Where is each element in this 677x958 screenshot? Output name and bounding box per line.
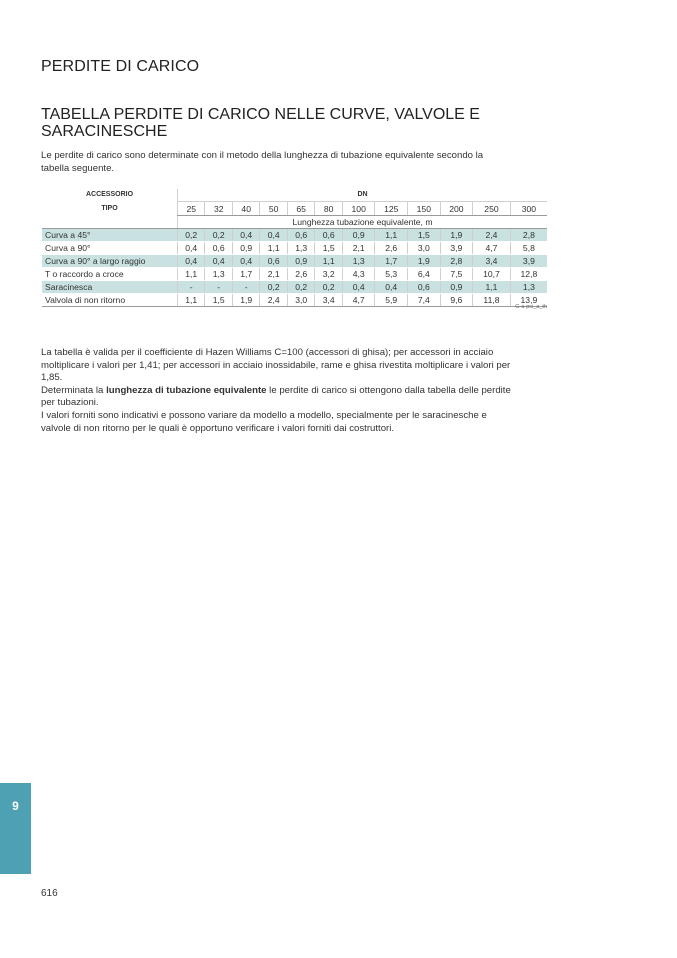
equivalent-length-cell: 10,7 bbox=[473, 268, 511, 281]
table-row bbox=[42, 242, 547, 255]
dn-size-header: 300 bbox=[510, 202, 547, 216]
header-accessorio: ACCESSORIO bbox=[85, 191, 134, 199]
equivalent-length-cell: - bbox=[178, 281, 205, 294]
table-row bbox=[42, 281, 547, 294]
equivalent-length-cell: 4,3 bbox=[342, 268, 375, 281]
table-row bbox=[42, 255, 547, 268]
equivalent-length-cell: - bbox=[205, 281, 232, 294]
dn-size-header: 150 bbox=[408, 202, 441, 216]
equivalent-length-cell: 11,8 bbox=[473, 294, 511, 307]
equivalent-length-cell: 0,6 bbox=[315, 229, 342, 242]
equivalent-length-cell: 2,4 bbox=[260, 294, 287, 307]
equivalent-length-cell: 1,5 bbox=[315, 242, 342, 255]
equivalent-length-cell: 1,5 bbox=[205, 294, 232, 307]
accessory-name: Curva a 45° bbox=[42, 229, 178, 242]
equivalent-length-cell: 1,1 bbox=[178, 268, 205, 281]
equivalent-length-cell: 5,8 bbox=[510, 242, 547, 255]
equivalent-length-cell: 0,6 bbox=[408, 281, 441, 294]
equivalent-length-cell: 0,4 bbox=[178, 242, 205, 255]
equivalent-length-cell: 13,9 bbox=[510, 294, 547, 307]
dn-size-header: 80 bbox=[315, 202, 342, 216]
equivalent-length-cell: 7,5 bbox=[440, 268, 473, 281]
equivalent-length-cell: 1,1 bbox=[375, 229, 408, 242]
page-number: 616 bbox=[41, 888, 58, 899]
table-title: TABELLA PERDITE DI CARICO NELLE CURVE, VALVOLE E SARACINESCHE bbox=[41, 106, 480, 140]
dn-size-header: 125 bbox=[375, 202, 408, 216]
equivalent-length-cell: 1,9 bbox=[232, 294, 259, 307]
equivalent-length-cell: 1,1 bbox=[260, 242, 287, 255]
equivalent-length-cell: 2,6 bbox=[375, 242, 408, 255]
equivalent-length-cell: 0,4 bbox=[205, 255, 232, 268]
equivalent-length-cell: 2,6 bbox=[287, 268, 314, 281]
equivalent-length-cell: 0,4 bbox=[260, 229, 287, 242]
note-paragraph: La tabella è valida per il coefficiente di Hazen Williams C=100 (accessori di ghisa); per accessori in acciaio moltiplicare i valori per 1,41; per accessori in acciaio inossidabile, rame e ghisa rivestita moltiplicare i valori per 1,85. bbox=[41, 347, 511, 384]
equivalent-length-cell: 1,3 bbox=[342, 255, 375, 268]
dn-size-header: 25 bbox=[178, 202, 205, 216]
pressure-loss-table bbox=[42, 189, 547, 307]
equivalent-length-cell: 1,1 bbox=[178, 294, 205, 307]
dn-size-header: 40 bbox=[232, 202, 259, 216]
equivalent-length-cell: 0,2 bbox=[287, 281, 314, 294]
accessory-name: Curva a 90° bbox=[42, 242, 178, 255]
equivalent-length-cell: 0,6 bbox=[287, 229, 314, 242]
accessory-name: Saracinesca bbox=[42, 281, 178, 294]
accessory-name: T o raccordo a croce bbox=[42, 268, 178, 281]
equivalent-length-cell: 3,2 bbox=[315, 268, 342, 281]
equivalent-length-cell: 3,0 bbox=[287, 294, 314, 307]
equivalent-length-cell: 4,7 bbox=[342, 294, 375, 307]
equivalent-length-cell: 0,9 bbox=[287, 255, 314, 268]
equivalent-length-cell: 3,9 bbox=[440, 242, 473, 255]
equivalent-length-cell: 0,4 bbox=[178, 255, 205, 268]
note-paragraph bbox=[41, 385, 511, 410]
equivalent-length-cell: 2,8 bbox=[440, 255, 473, 268]
equivalent-length-cell: 9,6 bbox=[440, 294, 473, 307]
header-dn: DN bbox=[178, 189, 548, 202]
equivalent-length-cell: 0,4 bbox=[232, 255, 259, 268]
equivalent-length-cell: 0,6 bbox=[260, 255, 287, 268]
equivalent-length-cell: 1,1 bbox=[315, 255, 342, 268]
equivalent-length-cell: 0,9 bbox=[342, 229, 375, 242]
equivalent-length-cell: 2,4 bbox=[473, 229, 511, 242]
equivalent-length-cell: 0,4 bbox=[375, 281, 408, 294]
equivalent-length-cell: 3,4 bbox=[473, 255, 511, 268]
equivalent-length-cell: 1,1 bbox=[473, 281, 511, 294]
equivalent-length-cell: 0,2 bbox=[315, 281, 342, 294]
note-text: Determinata la bbox=[41, 384, 107, 396]
table-code: G-a-pci_a_th bbox=[515, 304, 547, 310]
equivalent-length-cell: 1,9 bbox=[408, 255, 441, 268]
equivalent-length-cell: 1,3 bbox=[510, 281, 547, 294]
equivalent-length-cell: 12,8 bbox=[510, 268, 547, 281]
equivalent-length-cell: - bbox=[232, 281, 259, 294]
equivalent-length-cell: 3,0 bbox=[408, 242, 441, 255]
equivalent-length-cell: 7,4 bbox=[408, 294, 441, 307]
equivalent-length-cell: 2,1 bbox=[260, 268, 287, 281]
equivalent-length-cell: 6,4 bbox=[408, 268, 441, 281]
equivalent-length-cell: 0,4 bbox=[342, 281, 375, 294]
dn-size-header: 50 bbox=[260, 202, 287, 216]
header-tipo: TIPO bbox=[101, 204, 118, 212]
equivalent-length-cell: 2,8 bbox=[510, 229, 547, 242]
equivalent-length-cell: 5,9 bbox=[375, 294, 408, 307]
equivalent-length-cell: 0,2 bbox=[178, 229, 205, 242]
equivalent-length-cell: 5,3 bbox=[375, 268, 408, 281]
header-unit: Lunghezza tubazione equivalente, m bbox=[178, 216, 548, 229]
equivalent-length-cell: 0,9 bbox=[440, 281, 473, 294]
equivalent-length-cell: 1,9 bbox=[440, 229, 473, 242]
equivalent-length-cell: 1,3 bbox=[287, 242, 314, 255]
chapter-number: 9 bbox=[12, 799, 19, 813]
chapter-tab bbox=[0, 783, 31, 874]
equivalent-length-cell: 1,7 bbox=[232, 268, 259, 281]
dn-size-header: 32 bbox=[205, 202, 232, 216]
dn-size-header: 100 bbox=[342, 202, 375, 216]
note-text: le perdite di carico si ottengono dalla tabella delle perdite per tubazioni. bbox=[41, 384, 511, 409]
table-row bbox=[42, 268, 547, 281]
header-blank bbox=[42, 216, 178, 229]
equivalent-length-cell: 1,3 bbox=[205, 268, 232, 281]
equivalent-length-cell: 0,2 bbox=[205, 229, 232, 242]
dn-size-header: 65 bbox=[287, 202, 314, 216]
equivalent-length-cell: 2,1 bbox=[342, 242, 375, 255]
notes bbox=[41, 347, 511, 435]
equivalent-length-cell: 3,4 bbox=[315, 294, 342, 307]
equivalent-length-cell: 0,4 bbox=[232, 229, 259, 242]
accessory-name: Valvola di non ritorno bbox=[42, 294, 178, 307]
dn-size-header: 250 bbox=[473, 202, 511, 216]
equivalent-length-cell: 0,6 bbox=[205, 242, 232, 255]
note-emphasis: lunghezza di tubazione equivalente bbox=[106, 384, 267, 396]
equivalent-length-cell: 0,2 bbox=[260, 281, 287, 294]
equivalent-length-cell: 4,7 bbox=[473, 242, 511, 255]
equivalent-length-cell: 3,9 bbox=[510, 255, 547, 268]
section-title: PERDITE DI CARICO bbox=[41, 58, 200, 75]
equivalent-length-cell: 1,7 bbox=[375, 255, 408, 268]
note-paragraph: I valori forniti sono indicativi e possono variare da modello a modello, specialmente per le saracinesche e valvole di non ritorno per le quali è opportuno verificare i valori forniti dai costruttori. bbox=[41, 409, 487, 434]
intro-paragraph: Le perdite di carico sono determinate con il metodo della lunghezza di tubazione equivalente secondo la tabella seguente. bbox=[41, 150, 484, 174]
accessory-name: Curva a 90° a largo raggio bbox=[42, 255, 178, 268]
dn-size-header: 200 bbox=[440, 202, 473, 216]
equivalent-length-cell: 0,9 bbox=[232, 242, 259, 255]
equivalent-length-cell: 1,5 bbox=[408, 229, 441, 242]
table-row bbox=[42, 229, 547, 242]
